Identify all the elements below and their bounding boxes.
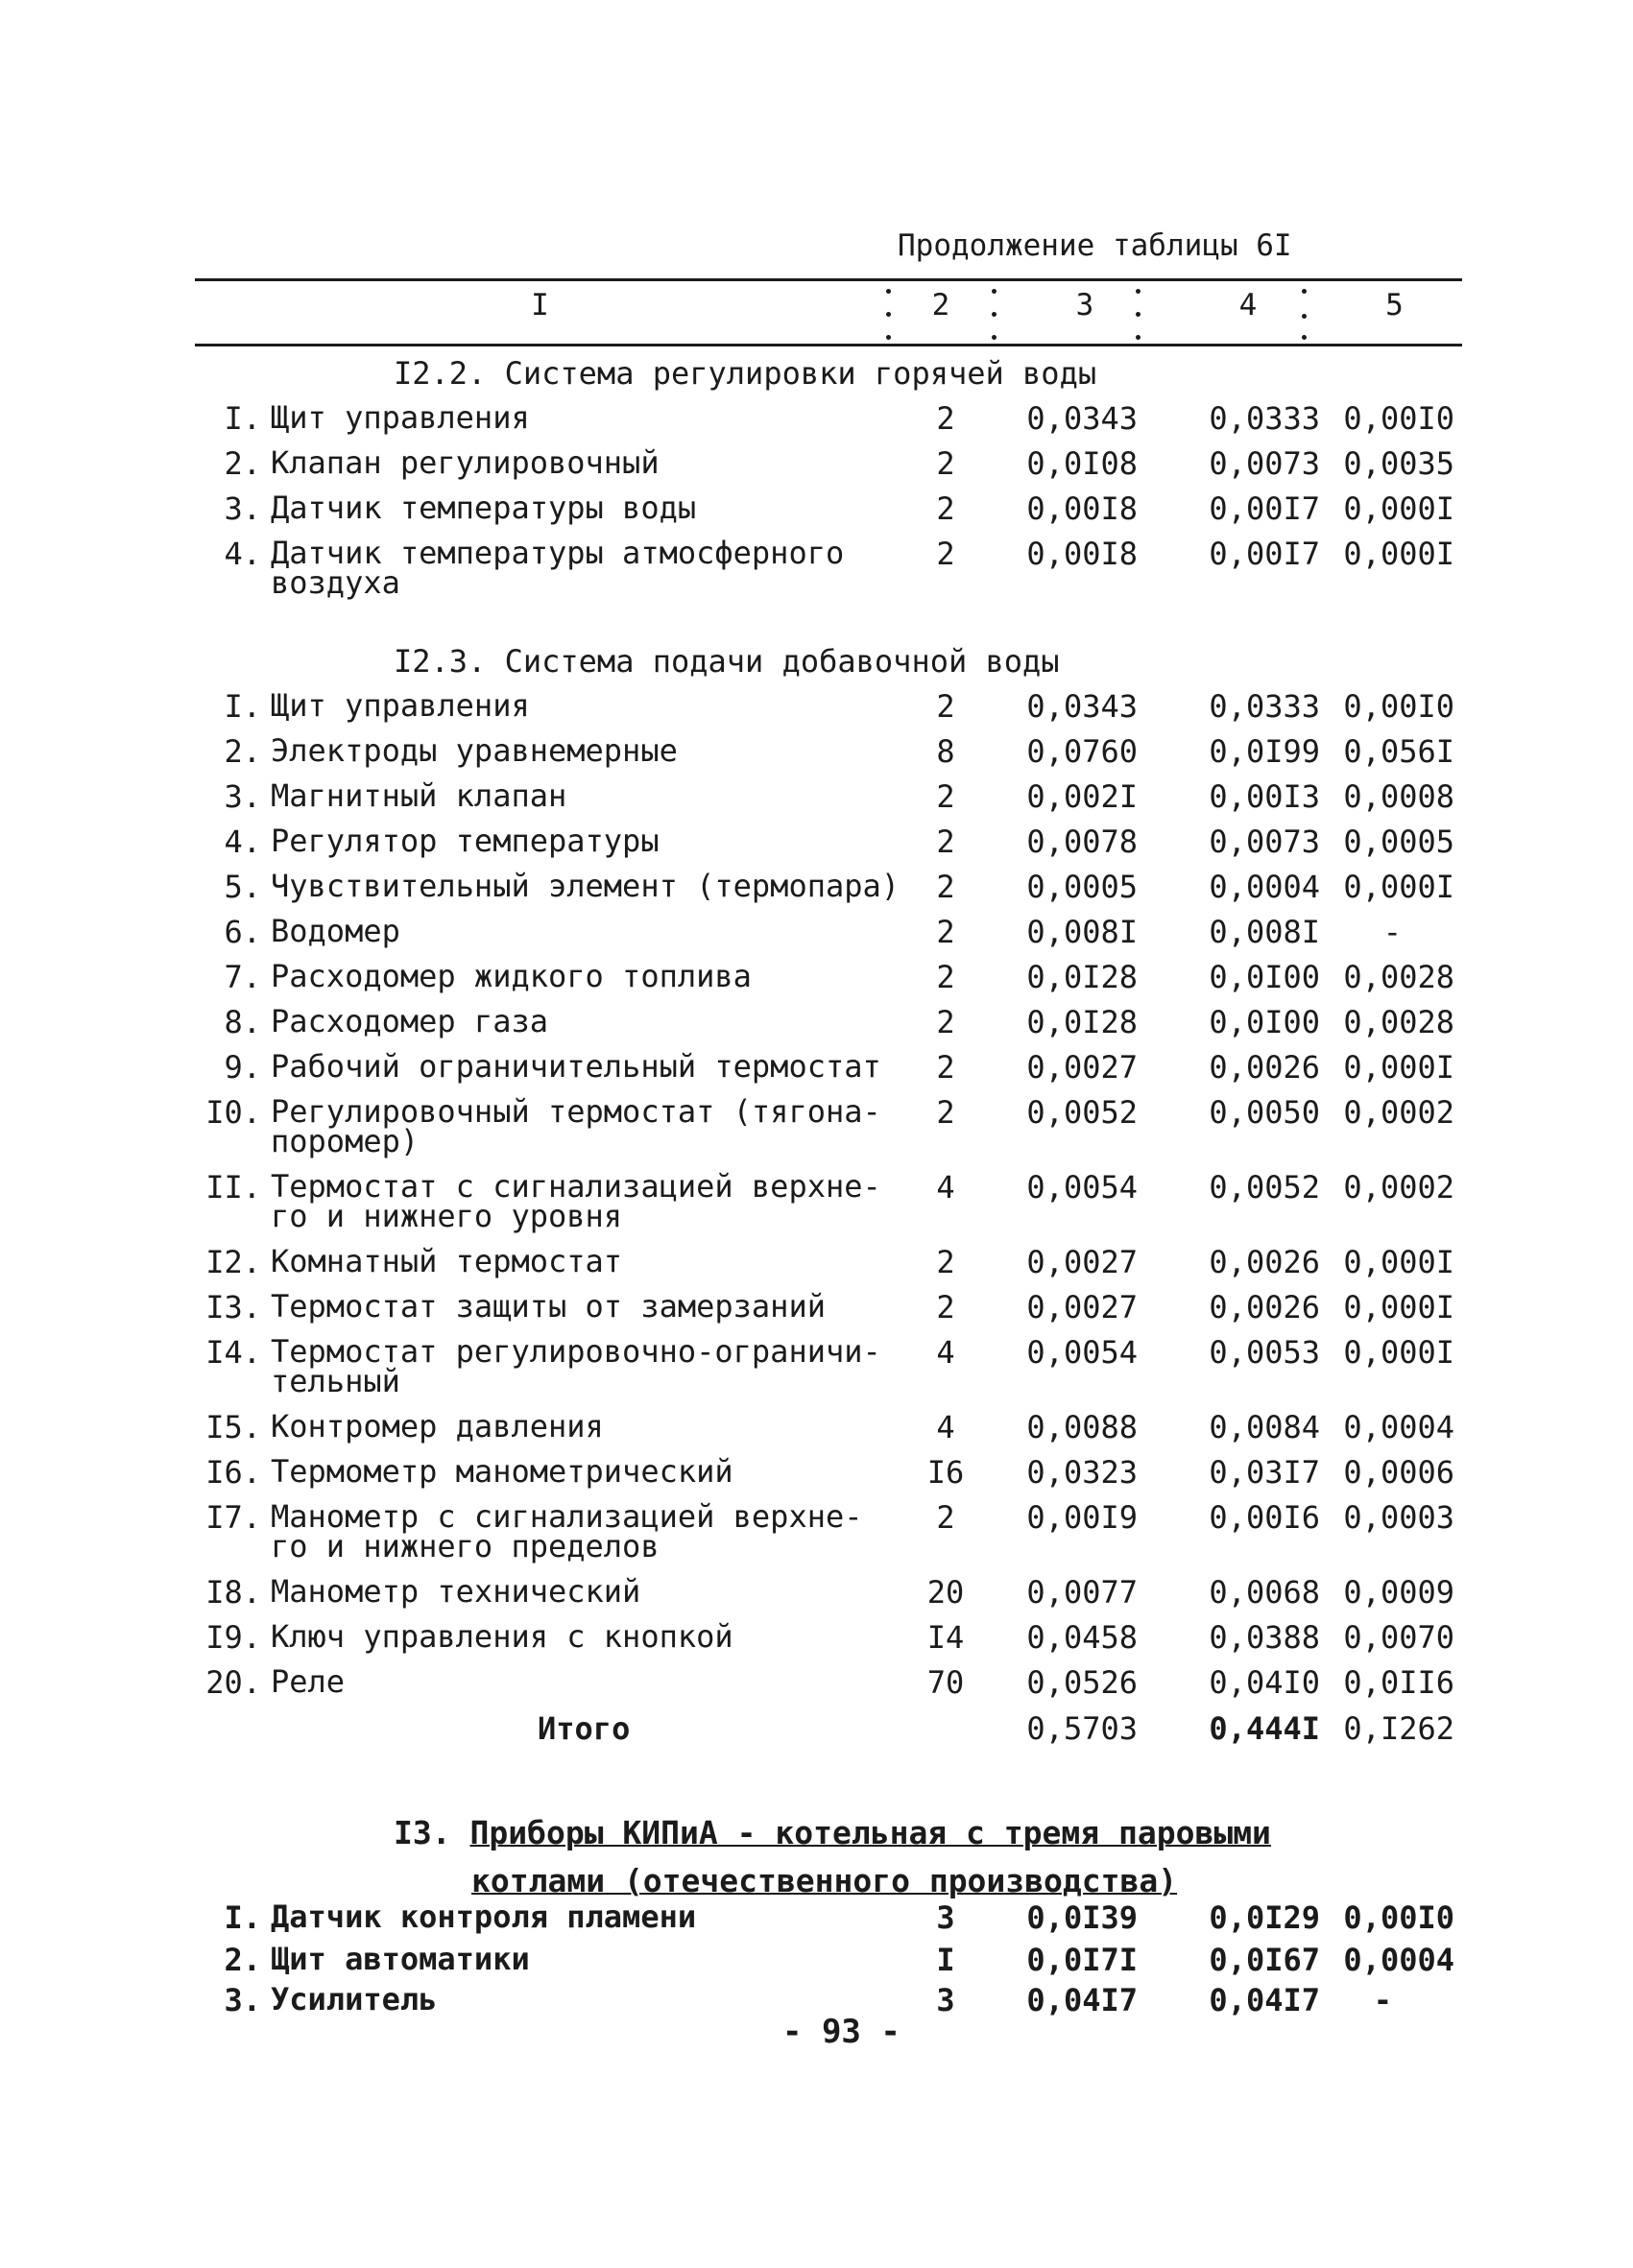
row-number: 9. (224, 1049, 261, 1086)
row-name: Манометр технический (271, 1573, 641, 1610)
row-qty: 2 (936, 914, 955, 950)
row-col4: 0,04I0 (1209, 1664, 1320, 1701)
row-col3: 0,0027 (1026, 1049, 1138, 1086)
row-col4: 0,0I99 (1209, 733, 1320, 770)
total-col3: 0,5703 (1026, 1710, 1138, 1747)
row-name: Водомер (271, 913, 400, 949)
row-number: 4. (224, 536, 261, 572)
row-col3: 0,04I7 (1026, 1982, 1138, 2018)
row-col5: 0,0004 (1343, 1942, 1454, 1978)
row-name: Ключ управления с кнопкой (271, 1618, 733, 1655)
row-col4: 0,0004 (1209, 869, 1320, 905)
header-separator (1133, 285, 1142, 345)
row-qty: 2 (936, 1004, 955, 1040)
row-number: 3. (224, 1982, 261, 2018)
row-qty: 2 (936, 959, 955, 995)
row-col3: 0,00I8 (1026, 490, 1138, 527)
row-qty: 2 (936, 1499, 955, 1536)
row-name: Рабочий ограничительный термостат (271, 1048, 881, 1085)
row-col5: 0,0002 (1343, 1169, 1454, 1206)
row-name: Датчик контроля пламени (271, 1898, 697, 1935)
row-col3: 0,0078 (1026, 824, 1138, 860)
row-col4: 0,0026 (1209, 1289, 1320, 1325)
row-name: Манометр с сигнализацией верхне- го и нижнего пределов (271, 1498, 863, 1564)
row-name: Клапан регулировочный (271, 444, 660, 481)
row-name: Контромер давления (271, 1408, 604, 1444)
row-qty: 2 (936, 445, 955, 482)
header-col-1: I (531, 288, 549, 322)
row-col3: 0,0054 (1026, 1334, 1138, 1371)
row-name: Реле (271, 1663, 346, 1700)
row-qty: 4 (936, 1409, 955, 1445)
row-number: I8. (205, 1574, 261, 1611)
row-col3: 0,0I08 (1026, 445, 1138, 482)
row-col3: 0,0I39 (1026, 1899, 1138, 1936)
row-name: Регулятор температуры (271, 823, 660, 859)
header-top-rule (195, 278, 1462, 281)
row-col4: 0,0073 (1209, 824, 1320, 860)
row-number: 3. (224, 778, 261, 815)
row-col4: 0,0052 (1209, 1169, 1320, 1206)
row-col3: 0,0027 (1026, 1244, 1138, 1280)
row-col5: 0,000I (1343, 490, 1454, 527)
row-col5: 0,000I (1343, 1049, 1454, 1086)
row-col5: 0,00I0 (1343, 400, 1454, 437)
row-col5: 0,000I (1343, 869, 1454, 905)
row-col3: 0,0077 (1026, 1574, 1138, 1611)
table-caption: Продолжение таблицы 6I (898, 228, 1292, 263)
row-number: 6. (224, 914, 261, 950)
row-qty: I6 (926, 1454, 965, 1491)
row-number: 5. (224, 869, 261, 905)
row-col4: 0,0333 (1209, 400, 1320, 437)
row-col4: 0,0I29 (1209, 1899, 1320, 1936)
row-name: Датчик температуры воды (271, 489, 697, 526)
row-col3: 0,0I28 (1026, 959, 1138, 995)
header-col-3: 3 (1075, 288, 1094, 322)
row-col3: 0,0526 (1026, 1664, 1138, 1701)
row-col3: 0,0054 (1026, 1169, 1138, 1206)
row-col4: 0,00I7 (1209, 490, 1320, 527)
row-qty: 2 (936, 1289, 955, 1325)
row-qty: 20 (926, 1574, 965, 1611)
row-col4: 0,00I3 (1209, 778, 1320, 815)
section-title-13 (394, 1814, 1271, 1899)
row-qty: 4 (936, 1169, 955, 1206)
row-name: Датчик температуры атмосферного воздуха (271, 535, 845, 601)
row-name: Электроды уравнемерные (271, 732, 678, 769)
total-col4: 0,444I (1209, 1710, 1320, 1747)
row-number: II. (205, 1169, 261, 1206)
row-col4: 0,0050 (1209, 1094, 1320, 1131)
row-qty: 2 (936, 869, 955, 905)
row-qty: 2 (936, 1049, 955, 1086)
row-name: Термостат регулировочно-ограничи- тельный (271, 1333, 881, 1399)
header-col-5: 5 (1385, 288, 1404, 322)
row-qty: I4 (926, 1619, 965, 1656)
row-col3: 0,0052 (1026, 1094, 1138, 1131)
row-number: 4. (224, 824, 261, 860)
row-col5: 0,0035 (1343, 445, 1454, 482)
row-col5: - (1382, 914, 1402, 950)
row-col5: 0,000I (1343, 1334, 1454, 1371)
row-col5: 0,0006 (1343, 1454, 1454, 1491)
row-qty: 2 (936, 824, 955, 860)
total-col5: 0,I262 (1343, 1710, 1454, 1747)
row-col5: 0,000I (1343, 536, 1454, 572)
row-col5: 0,0003 (1343, 1499, 1454, 1536)
row-number: I. (224, 400, 261, 437)
row-name: Щит автоматики (271, 1941, 530, 1977)
row-name: Усилитель (271, 1981, 438, 2017)
section-title-12-2: I2.2. Система регулировки горячей воды (394, 355, 1097, 392)
header-separator (883, 285, 893, 345)
row-col4: 0,0026 (1209, 1049, 1320, 1086)
row-col5: 0,056I (1343, 733, 1454, 770)
row-name: Термостат с сигнализацией верхне- го и нижнего уровня (271, 1168, 881, 1234)
row-name: Комнатный термостат (271, 1243, 623, 1279)
row-name: Расходомер жидкого топлива (271, 958, 752, 994)
row-col4: 0,0084 (1209, 1409, 1320, 1445)
section-13-title-line1: Приборы КИПиА - котельная с тремя паровыми (469, 1814, 1271, 1851)
page-number: - 93 - (782, 2013, 901, 2051)
row-number: I5. (205, 1409, 261, 1445)
row-name: Регулировочный термостат (тягона- поромер) (271, 1093, 881, 1159)
row-number: I9. (205, 1619, 261, 1656)
row-col4: 0,0I00 (1209, 1004, 1320, 1040)
row-col4: 0,0068 (1209, 1574, 1320, 1611)
row-number: I7. (205, 1499, 261, 1536)
header-bottom-rule (195, 344, 1462, 346)
row-col3: 0,0005 (1026, 869, 1138, 905)
row-col4: 0,00I6 (1209, 1499, 1320, 1536)
row-qty: 3 (936, 1899, 955, 1936)
row-col3: 0,00I8 (1026, 536, 1138, 572)
row-qty: 8 (936, 733, 955, 770)
row-col5: 0,00I0 (1343, 688, 1454, 725)
row-col4: 0,0333 (1209, 688, 1320, 725)
row-qty: 2 (936, 1094, 955, 1131)
row-col4: 0,0053 (1209, 1334, 1320, 1371)
row-qty: I (936, 1942, 955, 1978)
header-col-4: 4 (1238, 288, 1258, 322)
row-col5: 0,0009 (1343, 1574, 1454, 1611)
row-number: 2. (224, 445, 261, 482)
row-col5: 0,000I (1343, 1289, 1454, 1325)
row-col3: 0,0I7I (1026, 1942, 1138, 1978)
row-number: 2. (224, 1942, 261, 1978)
row-number: 8. (224, 1004, 261, 1040)
row-col3: 0,0088 (1026, 1409, 1138, 1445)
row-col5: 0,0004 (1343, 1409, 1454, 1445)
row-qty: 70 (926, 1664, 965, 1701)
row-col4: 0,03I7 (1209, 1454, 1320, 1491)
row-col3: 0,0323 (1026, 1454, 1138, 1491)
row-number: 20. (205, 1664, 261, 1701)
row-name: Магнитный клапан (271, 777, 567, 814)
section-title-12-3: I2.3. Система подачи добавочной воды (394, 643, 1060, 680)
row-qty: 2 (936, 778, 955, 815)
row-qty: 2 (936, 536, 955, 572)
section-13-title-line2: котлами (отечественного производства) (471, 1862, 1178, 1899)
row-col5: 0,00I0 (1343, 1899, 1454, 1936)
row-col3: 0,0343 (1026, 400, 1138, 437)
header-separator (1299, 285, 1309, 345)
row-col5: - (1373, 1982, 1392, 2018)
row-col4: 0,04I7 (1209, 1982, 1320, 2018)
row-col5: 0,0008 (1343, 778, 1454, 815)
row-col5: 0,0II6 (1343, 1664, 1454, 1701)
row-qty: 2 (936, 400, 955, 437)
row-col3: 0,008I (1026, 914, 1138, 950)
row-name: Расходомер газа (271, 1003, 548, 1039)
row-number: I2. (205, 1244, 261, 1280)
row-number: I4. (205, 1334, 261, 1371)
row-col4: 0,0073 (1209, 445, 1320, 482)
row-number: I0. (205, 1094, 261, 1131)
row-col5: 0,0005 (1343, 824, 1454, 860)
row-col4: 0,0026 (1209, 1244, 1320, 1280)
row-col3: 0,0I28 (1026, 1004, 1138, 1040)
row-name: Щит управления (271, 399, 530, 436)
section-13-number: I3. (394, 1814, 451, 1851)
row-name: Термометр манометрический (271, 1453, 733, 1490)
row-qty: 2 (936, 490, 955, 527)
row-col4: 0,00I7 (1209, 536, 1320, 572)
row-number: I. (224, 1899, 261, 1936)
row-qty: 2 (936, 688, 955, 725)
header-col-2: 2 (931, 288, 950, 322)
row-col4: 0,0I67 (1209, 1942, 1320, 1978)
row-qty: 2 (936, 1244, 955, 1280)
row-col3: 0,0458 (1026, 1619, 1138, 1656)
row-col5: 0,0002 (1343, 1094, 1454, 1131)
row-col3: 0,0760 (1026, 733, 1138, 770)
row-col4: 0,0388 (1209, 1619, 1320, 1656)
total-label: Итого (538, 1710, 631, 1747)
row-col4: 0,008I (1209, 914, 1320, 950)
row-col4: 0,0I00 (1209, 959, 1320, 995)
row-qty: 3 (936, 1982, 955, 2018)
row-col5: 0,000I (1343, 1244, 1454, 1280)
row-col3: 0,0027 (1026, 1289, 1138, 1325)
row-number: I6. (205, 1454, 261, 1491)
row-qty: 4 (936, 1334, 955, 1371)
row-name: Термостат защиты от замерзаний (271, 1288, 826, 1325)
row-number: 3. (224, 490, 261, 527)
row-number: I. (224, 688, 261, 725)
row-col3: 0,002I (1026, 778, 1138, 815)
row-col5: 0,0028 (1343, 959, 1454, 995)
row-number: I3. (205, 1289, 261, 1325)
row-col5: 0,0028 (1343, 1004, 1454, 1040)
header-separator (989, 285, 998, 345)
row-col3: 0,00I9 (1026, 1499, 1138, 1536)
row-number: 7. (224, 959, 261, 995)
row-col5: 0,0070 (1343, 1619, 1454, 1656)
row-name: Щит управления (271, 687, 530, 724)
row-number: 2. (224, 733, 261, 770)
row-name: Чувствительный элемент (термопара) (271, 868, 901, 904)
row-col3: 0,0343 (1026, 688, 1138, 725)
